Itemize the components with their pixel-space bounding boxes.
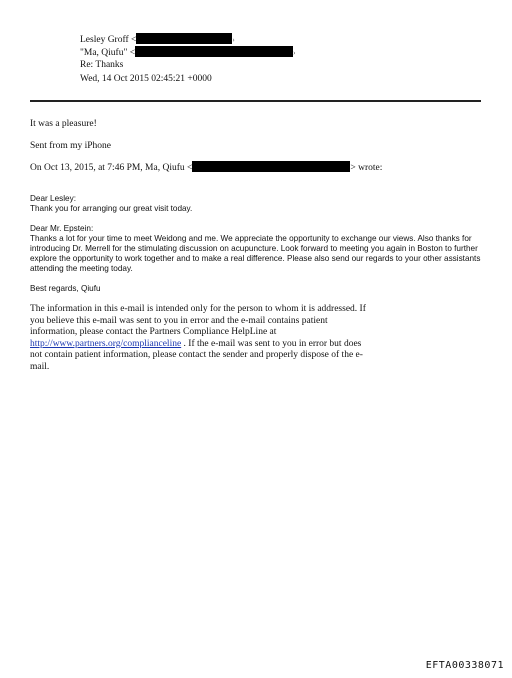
from-value [80, 33, 235, 46]
from-sender: Lesley Groff < [80, 35, 137, 45]
greeting-epstein: Dear Mr. Epstein: [30, 224, 94, 233]
redaction-edge: › [232, 36, 235, 44]
thanks-lesley: Thank you for arranging our great visit today. [30, 204, 193, 213]
header-divider [30, 100, 481, 102]
date-value: Wed, 14 Oct 2015 02:45:21 +0000 [80, 74, 212, 84]
redaction-bar [136, 33, 235, 44]
redaction-bar [192, 161, 350, 172]
signoff: Best regards, Qiufu [30, 284, 101, 293]
to-value [80, 46, 295, 59]
reply-line-1: It was a pleasure! [30, 119, 97, 129]
confidentiality-notice [30, 304, 375, 373]
quote-intro-prefix: On Oct 13, 2015, at 7:46 PM, Ma, Qiufu < [30, 163, 193, 173]
redaction-bar [135, 46, 296, 57]
notice-text-2: . If the e-mail was sent to you in error but does not contain patient information, please contact the sender and properly dispose of the e-mail. [30, 338, 363, 372]
subject-value: Re: Thanks [80, 60, 124, 70]
body-paragraph: Thanks a lot for your time to meet Weidong and me. We appreciate the opportunity to exchange our views. Also thanks for introducing Dr. Merrell for the stimulating discussion on acupuncture. Look forward to meeting you again in Boston to further explore the opportunity to work together and to make a real difference. Please also send our regards to your other assistants attending the meeting today. [30, 234, 481, 273]
compliance-link[interactable]: http://www.partners.org/complianceline [30, 338, 182, 349]
redaction-edge: › [293, 49, 296, 57]
to-recipient: "Ma, Qiufu" < [80, 48, 136, 58]
reply-line-2: Sent from my iPhone [30, 141, 112, 151]
greeting-lesley: Dear Lesley: [30, 194, 76, 203]
notice-text-1: The information in this e-mail is intended only for the person to whom it is addressed. If you believe this e-mail was sent to you in error and the e-mail contains patient information, please contact the Partners Compliance HelpLine at [30, 304, 366, 337]
quote-intro-suffix: > wrote: [350, 163, 383, 173]
document-id: EFTA00338071 [425, 660, 504, 671]
quote-intro [30, 161, 382, 174]
